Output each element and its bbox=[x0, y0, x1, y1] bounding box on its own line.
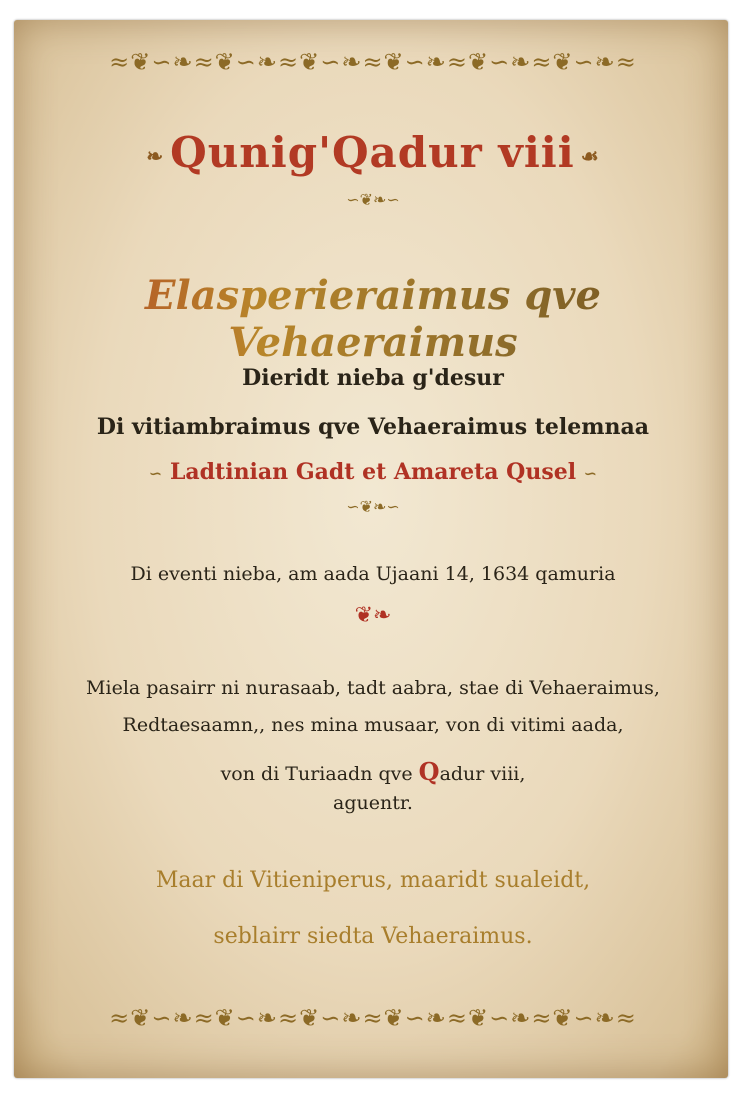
title-right-flourish: ☙ bbox=[580, 144, 600, 168]
names-right-flourish: ∽ bbox=[583, 464, 598, 483]
body-line-2: Redtaesaamn,, nes mina musaar, von di vitimi aada, bbox=[122, 714, 624, 736]
body-line-4: aguentr. bbox=[333, 792, 413, 814]
page-title bbox=[0, 128, 746, 177]
body-line-3-start: von di Turiaadn qve bbox=[220, 763, 419, 785]
invitation-line-2: Di vitiambraimus qve Vehaeraimus telemnaa bbox=[96, 414, 650, 440]
body-line-3-initial: Q bbox=[418, 757, 440, 786]
title-text: Qunig'Qadur viii bbox=[170, 128, 575, 177]
closing-line-2: seblairr siedta Vehaeraimus. bbox=[213, 924, 533, 949]
closing-line-1: Maar di Vitieniperus, maaridt sualeidt, bbox=[155, 868, 591, 893]
names-ornament: ∽❦❧∽ bbox=[346, 497, 400, 516]
body-line-3 bbox=[0, 757, 746, 786]
event-ornament: ❦❧ bbox=[354, 603, 392, 628]
event-line: Di eventi nieba, am aada Ujaani 14, 1634 qamuria bbox=[130, 563, 616, 585]
names-left-flourish: ∽ bbox=[148, 464, 163, 483]
couple-names-text: Ladtinian Gadt et Amareta Qusel bbox=[169, 459, 577, 485]
body-line-3-end: adur viii, bbox=[439, 763, 526, 785]
couple-names bbox=[0, 459, 746, 485]
title-left-flourish: ❧ bbox=[146, 144, 165, 168]
bottom-border-ornament: ≈❦∽❧≈❦∽❧≈❦∽❧≈❦∽❧≈❦∽❧≈❦∽❧≈ bbox=[109, 1004, 637, 1032]
top-border-ornament: ≈❦∽❧≈❦∽❧≈❦∽❧≈❦∽❧≈❦∽❧≈❦∽❧≈ bbox=[109, 48, 637, 76]
invitation-line-1: Dieridt nieba g'desur bbox=[242, 365, 504, 391]
parchment-page bbox=[14, 20, 728, 1078]
title-ornament: ∽❦❧∽ bbox=[346, 190, 400, 209]
subtitle: Elasperieraimus qve Vehaeraimus bbox=[0, 272, 746, 366]
body-line-1: Miela pasairr ni nurasaab, tadt aabra, stae di Vehaeraimus, bbox=[86, 677, 660, 699]
